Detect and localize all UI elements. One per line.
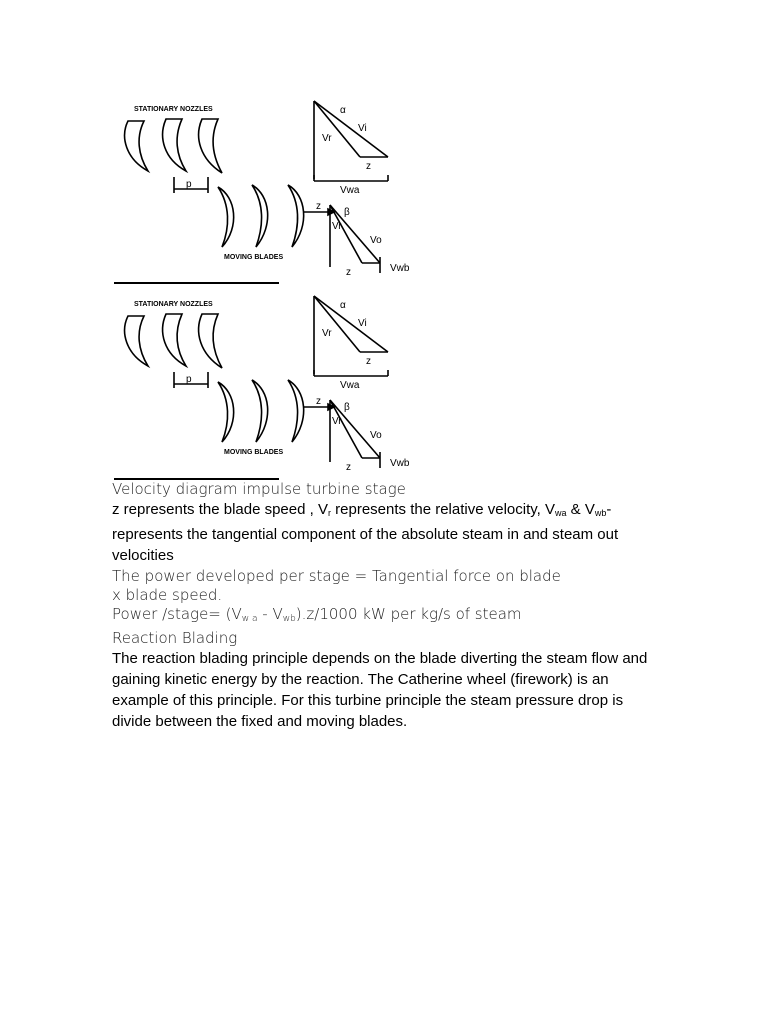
beta-label: β — [344, 207, 350, 218]
definition-part-2: represents the relative velocity, V — [330, 501, 555, 518]
text-content — [112, 480, 672, 732]
vi-label: Vi — [358, 123, 367, 134]
vi-label: Vi — [358, 318, 367, 329]
nozzles-label: STATIONARY NOZZLES — [134, 106, 213, 113]
alpha-label: α — [340, 105, 346, 116]
vwb-label: Vwb — [390, 458, 410, 469]
formula-mid: - V — [257, 605, 283, 623]
pitch-label: p — [186, 179, 192, 190]
definition-part-3: & V — [566, 501, 595, 518]
z-lower-label: z — [346, 462, 351, 473]
vo-label: Vo — [370, 235, 382, 246]
power-line-1: The power developed per stage = Tangential force on blade — [112, 567, 561, 585]
figure-divider-1 — [114, 282, 279, 284]
moving-blades-label: MOVING BLADES — [224, 254, 284, 261]
vr-lower-label: Vr — [332, 221, 342, 232]
definition-paragraph — [112, 499, 672, 566]
vwb-label: Vwb — [390, 263, 410, 274]
z-lower-label: z — [346, 267, 351, 278]
vr-label: Vr — [322, 133, 332, 144]
moving-blades-label: MOVING BLADES — [224, 449, 284, 456]
section-heading: Reaction Blading — [112, 629, 238, 647]
nozzles-label: STATIONARY NOZZLES — [134, 301, 213, 308]
figure-caption: Velocity diagram impulse turbine stage — [112, 480, 406, 498]
pitch-label: p — [186, 374, 192, 385]
velocity-diagram-figure-2 — [108, 292, 428, 477]
definition-sub-wb: wb — [594, 508, 607, 518]
formula-suffix: ).z/1000 kW per kg/s of steam — [295, 605, 522, 623]
formula-sub-wa: w a — [241, 614, 258, 624]
reaction-paragraph: The reaction blading principle depends on the blade diverting the steam flow and gaining kinetic energy by the reaction. The Catherine wheel (firework) is an example of this principle. For this turbine principle the steam pressure drop is divide between the fixed and moving blades. — [112, 650, 648, 730]
z-label: z — [366, 356, 371, 367]
vwa-label: Vwa — [340, 185, 360, 196]
vo-label: Vo — [370, 430, 382, 441]
velocity-diagram-svg-2 — [108, 292, 428, 477]
power-formula — [112, 605, 672, 629]
formula-prefix: Power /stage= (V — [112, 605, 242, 623]
vr-lower-label: Vr — [332, 416, 342, 427]
velocity-diagram-svg-1 — [108, 97, 428, 282]
blade-speed-label: z — [316, 201, 321, 212]
definition-sub-wa: wa — [554, 508, 567, 518]
vr-label: Vr — [322, 328, 332, 339]
blade-speed-label: z — [316, 396, 321, 407]
velocity-diagram-figure-1 — [108, 97, 428, 282]
alpha-label: α — [340, 300, 346, 311]
beta-label: β — [344, 402, 350, 413]
power-line-2: x blade speed. — [112, 586, 223, 604]
vwa-label: Vwa — [340, 380, 360, 391]
definition-sub-r: r — [327, 508, 331, 518]
definition-part-4: - represents the tangential component of the absolute steam in and steam out velocities — [112, 501, 619, 564]
definition-part-1: z represents the blade speed , V — [112, 501, 328, 518]
z-label: z — [366, 161, 371, 172]
formula-sub-wb: wb — [282, 614, 296, 624]
